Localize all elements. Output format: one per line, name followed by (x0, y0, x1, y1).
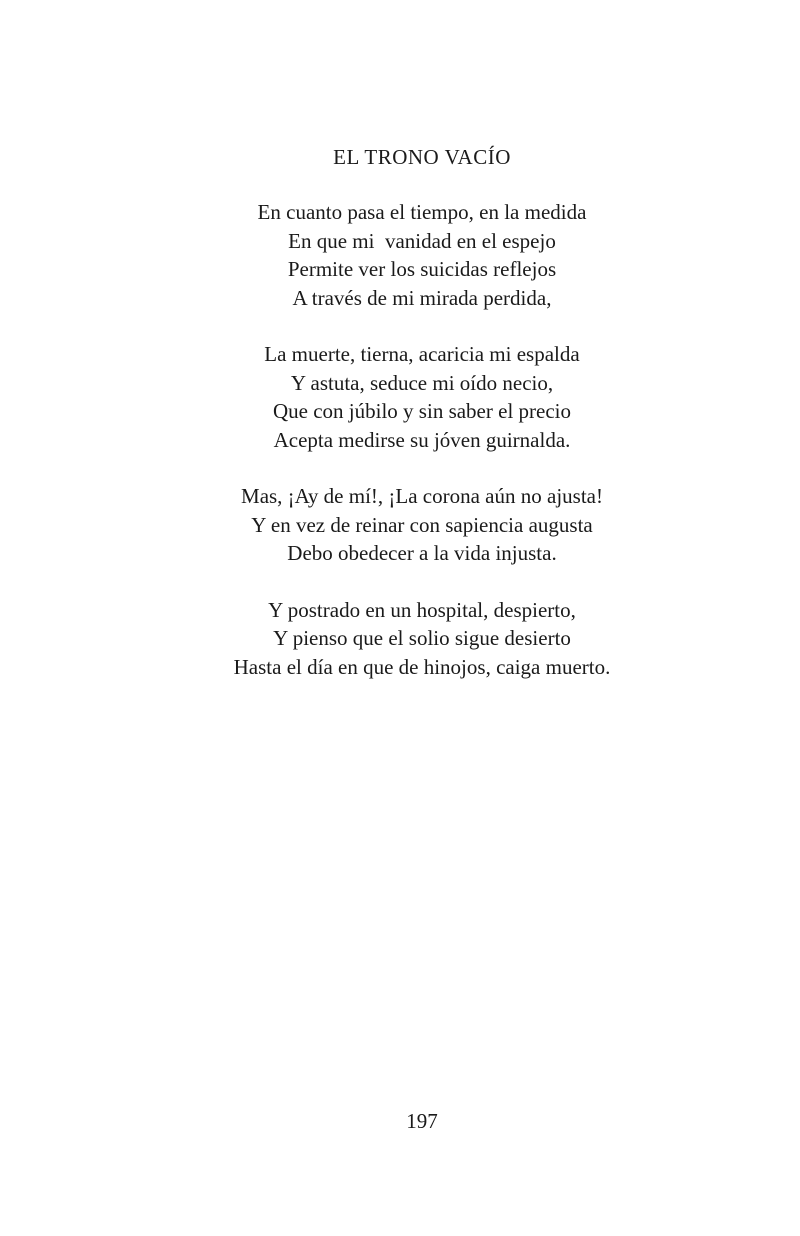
verse-line: La muerte, tierna, acaricia mi espalda (264, 342, 580, 366)
verse-line: Y postrado en un hospital, despierto, (268, 597, 576, 622)
page-number: 197 (406, 1109, 438, 1133)
poem-body (0, 198, 800, 709)
verse-line: En que mi vanidad en el espejo (288, 228, 556, 253)
stanza-3 (0, 482, 800, 568)
verse-line: Hasta el día en que de hinojos, caiga muerto. (233, 654, 611, 679)
verse-line: Y astuta, seduce mi oído necio, (290, 370, 554, 395)
stanza-1 (0, 198, 800, 312)
verse-line: Mas, ¡Ay de mí!, ¡La corona aún no ajusta! (241, 484, 603, 508)
stanza-2 (0, 340, 800, 454)
stanza-4 (0, 596, 800, 682)
verse-line: Permite ver los suicidas reflejos (287, 257, 557, 281)
verse-line: En cuanto pasa el tiempo, en la medida (257, 200, 587, 224)
verse-line: Acepta medirse su jóven guirnalda. (273, 427, 571, 452)
verse-line: Y pienso que el solio sigue desierto (273, 626, 571, 650)
verse-line: Y en vez de reinar con sapiencia augusta (251, 512, 593, 537)
verse-line: Que con júbilo y sin saber el precio (273, 399, 571, 423)
verse-line: Debo obedecer a la vida injusta. (287, 541, 557, 565)
poem-title: EL TRONO VACÍO (333, 145, 511, 169)
verse-line: A través de mi mirada perdida, (292, 285, 552, 310)
